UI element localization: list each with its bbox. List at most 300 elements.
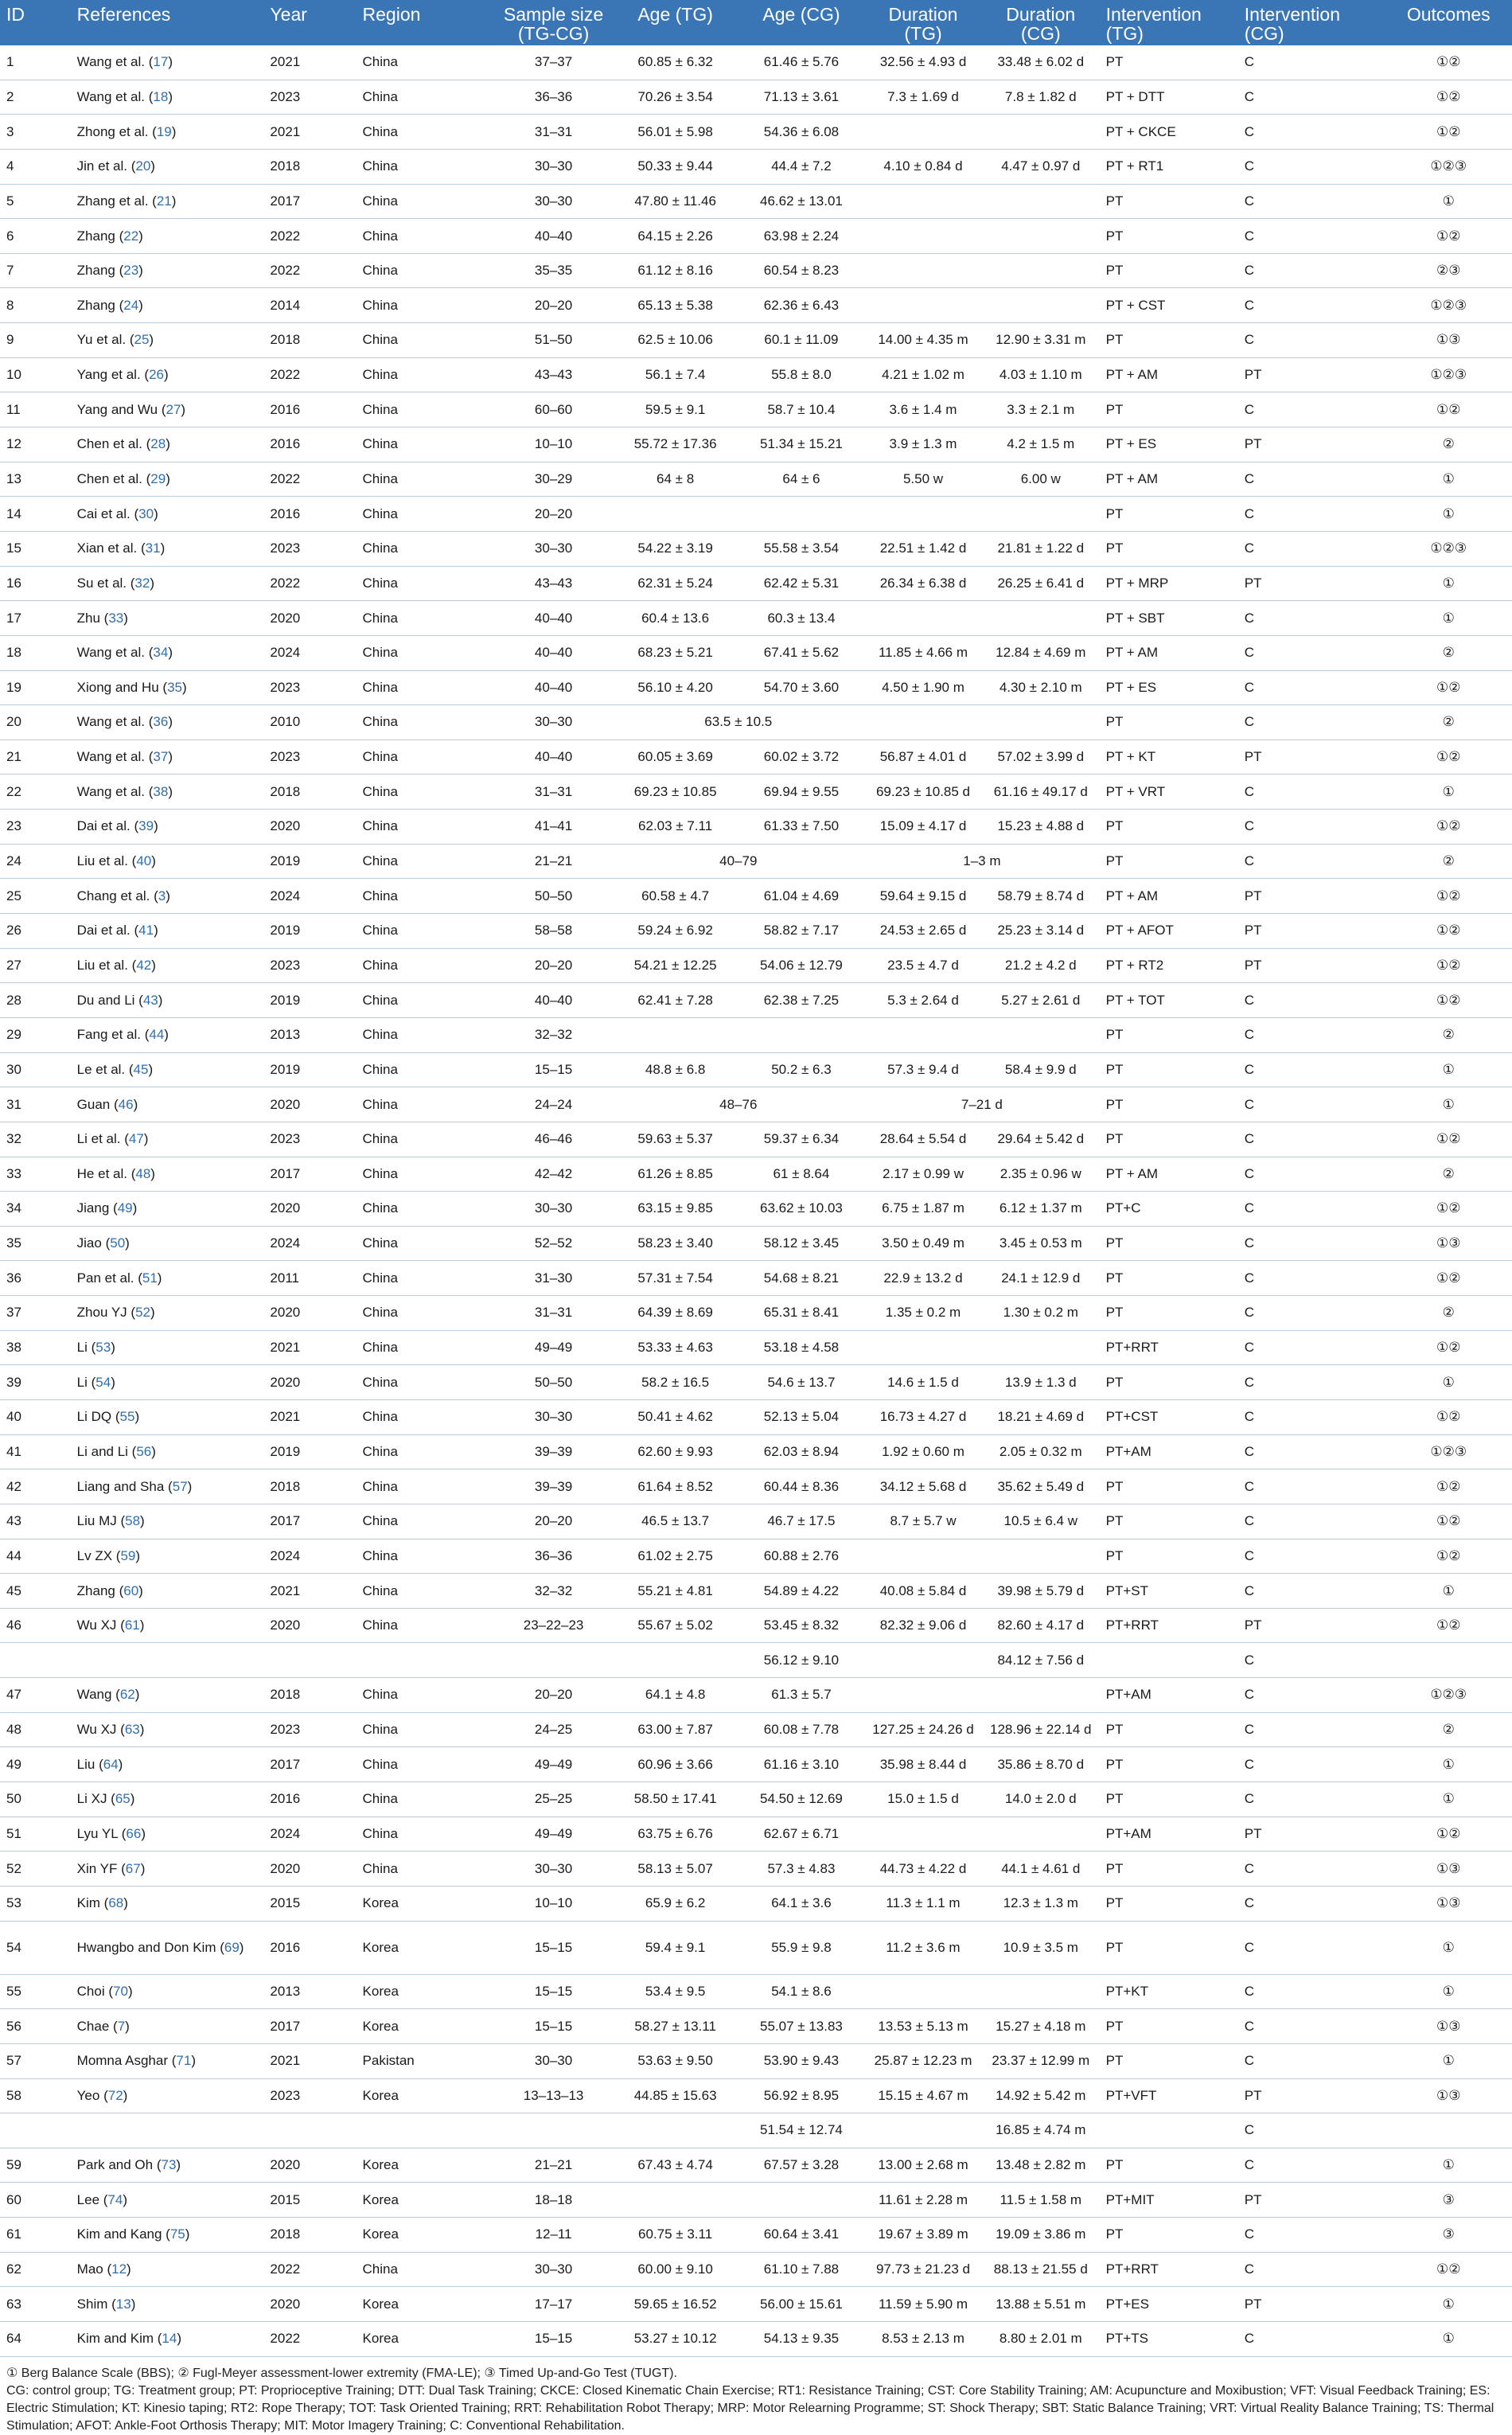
cell-region: China (357, 462, 495, 497)
cell-year: 2024 (263, 1539, 356, 1574)
cell-reference: Zhang (22) (71, 219, 264, 254)
cell-region: China (357, 948, 495, 983)
cell-year: 2024 (263, 635, 356, 670)
citation-link[interactable]: 29 (150, 471, 166, 486)
cell-age-tg: 69.23 ± 10.85 (612, 775, 738, 810)
cell-duration-cg: 8.80 ± 2.01 m (982, 2322, 1100, 2357)
cell-duration-cg: 4.30 ± 2.10 m (982, 670, 1100, 705)
reference-author: Jin et al. (76, 158, 127, 174)
cell-age-cg: 57.3 ± 4.83 (738, 1852, 864, 1887)
cell-id: 19 (0, 670, 71, 705)
cell-reference: Wang et al. (36) (71, 705, 264, 740)
cell-reference: Fang et al. (44) (71, 1017, 264, 1052)
citation-link[interactable]: 33 (108, 610, 124, 626)
cell-region: China (357, 1330, 495, 1365)
table-row (0, 253, 1512, 288)
cell-age-combined: 40–79 (612, 844, 864, 879)
cell-age-tg: 55.21 ± 4.81 (612, 1574, 738, 1609)
cell-intervention-tg: PT+MIT (1100, 2183, 1238, 2218)
cell-reference: Wang et al. (17) (71, 45, 264, 80)
cell-age-tg: 53.63 ± 9.50 (612, 2043, 738, 2078)
citation-link[interactable]: 37 (153, 749, 169, 765)
cell-sample-size: 43–43 (495, 357, 613, 392)
reference-author: Hwangbo and Don Kim (76, 1939, 216, 1955)
cell-reference: Wang et al. (34) (71, 635, 264, 670)
header-id: ID (0, 0, 71, 45)
citation-link[interactable]: 72 (107, 2087, 123, 2103)
cell-intervention-tg: PT (1100, 1747, 1238, 1782)
cell-id: 1 (0, 45, 71, 80)
cell-id: 58 (0, 2078, 71, 2113)
citation-link[interactable]: 30 (138, 505, 154, 521)
citation-link[interactable]: 51 (142, 1270, 158, 1286)
cell-age-tg: 64.1 ± 4.8 (612, 1678, 738, 1713)
cell-region: China (357, 1539, 495, 1574)
cell-age-tg: 65.13 ± 5.38 (612, 288, 738, 323)
cell-duration-cg: 3.45 ± 0.53 m (982, 1226, 1100, 1261)
cell-intervention-tg: PT+TS (1100, 2322, 1238, 2357)
cell-region: China (357, 115, 495, 150)
citation-link[interactable]: 35 (167, 679, 182, 695)
citation-link[interactable]: 19 (156, 123, 172, 139)
cell-year: 2022 (263, 2322, 356, 2357)
cell-intervention-cg: C (1238, 1122, 1385, 1157)
cell-sample-size: 30–30 (495, 705, 613, 740)
reference-author: Yang and Wu (76, 401, 158, 417)
cell-age-tg: 67.43 ± 4.74 (612, 2148, 738, 2183)
table-row (0, 427, 1512, 462)
cell-intervention-tg: PT (1100, 184, 1238, 219)
cell-intervention-cg: C (1238, 184, 1385, 219)
cell-age-cg (738, 1017, 864, 1052)
cell-region: China (357, 1157, 495, 1192)
cell-age-tg: 59.4 ± 9.1 (612, 1921, 738, 1974)
reference-author: Chen et al. (76, 436, 142, 452)
cell-duration-tg (864, 219, 982, 254)
cell-intervention-cg: C (1238, 1157, 1385, 1192)
cell-duration-tg: 23.5 ± 4.7 d (864, 948, 982, 983)
citation-link[interactable]: 23 (123, 263, 139, 279)
cell-reference: Chang et al. (3) (71, 879, 264, 914)
table-row (0, 948, 1512, 983)
cell-region: Korea (357, 2148, 495, 2183)
cell-outcomes: ②③ (1385, 253, 1512, 288)
cell-age-cg: 64.1 ± 3.6 (738, 1886, 864, 1921)
cell-id: 3 (0, 115, 71, 150)
table-row (0, 739, 1512, 775)
reference-author: Zhong et al. (76, 123, 149, 139)
citation-link[interactable]: 49 (117, 1200, 133, 1216)
cell-id: 47 (0, 1678, 71, 1713)
cell-duration-tg (864, 253, 982, 288)
citation-link[interactable]: 13 (115, 2296, 131, 2312)
cell-duration-cg (982, 1539, 1100, 1574)
cell-intervention-tg: PT + AM (1100, 462, 1238, 497)
reference-author: Chen et al. (76, 471, 142, 486)
cell-age-tg: 56.01 ± 5.98 (612, 115, 738, 150)
cell-reference: Park and Oh (73) (71, 2148, 264, 2183)
citation-link[interactable]: 43 (142, 992, 158, 1008)
cell-sample-size: 40–40 (495, 670, 613, 705)
cell-duration-tg: 44.73 ± 4.22 d (864, 1852, 982, 1887)
citation-link[interactable]: 26 (149, 367, 164, 383)
cell-intervention-tg: PT (1100, 2148, 1238, 2183)
cell-outcomes: ①② (1385, 670, 1512, 705)
cell-reference: Wang (62) (71, 1678, 264, 1713)
citation-link[interactable]: 56 (136, 1443, 152, 1459)
cell-reference: Chen et al. (29) (71, 462, 264, 497)
citation-link[interactable]: 18 (153, 88, 169, 104)
cell-reference: Xian et al. (31) (71, 531, 264, 566)
cell-sample-size: 35–35 (495, 253, 613, 288)
citation-link[interactable]: 66 (126, 1825, 142, 1841)
citation-link[interactable]: 46 (118, 1096, 134, 1112)
citation-link[interactable]: 17 (153, 54, 169, 70)
citation-link[interactable]: 63 (124, 1722, 140, 1738)
cell-intervention-tg: PT (1100, 1782, 1238, 1817)
table-row (0, 1122, 1512, 1157)
cell-reference: Du and Li (43) (71, 983, 264, 1018)
cell-duration-cg: 19.09 ± 3.86 m (982, 2218, 1100, 2253)
cell-year: 2021 (263, 45, 356, 80)
cell-reference: Liang and Sha (57) (71, 1469, 264, 1504)
cell-sample-size: 36–36 (495, 80, 613, 115)
cell-age-tg: 61.12 ± 8.16 (612, 253, 738, 288)
cell-reference: Liu et al. (42) (71, 948, 264, 983)
cell-reference: Wu XJ (61) (71, 1608, 264, 1643)
citation-link[interactable]: 73 (161, 2157, 177, 2173)
citation-link[interactable]: 7 (117, 2018, 126, 2034)
table-row (0, 45, 1512, 80)
cell-duration-cg (982, 1017, 1100, 1052)
cell-year: 2011 (263, 1261, 356, 1296)
cell-intervention-cg: C (1238, 80, 1385, 115)
cell-year: 2022 (263, 253, 356, 288)
cell-id: 59 (0, 2148, 71, 2183)
cell-sample-size: 30–30 (495, 2252, 613, 2287)
cell-intervention-cg: C (1238, 323, 1385, 358)
table-row (0, 1974, 1512, 2009)
cell-sample-size: 40–40 (495, 983, 613, 1018)
reference-author: Yu et al. (76, 332, 127, 348)
cell-age-tg: 48.8 ± 6.8 (612, 1052, 738, 1087)
citation-link[interactable]: 24 (123, 297, 139, 313)
cell-age-cg: 56.00 ± 15.61 (738, 2287, 864, 2322)
citation-link[interactable]: 45 (133, 1061, 149, 1077)
cell-age-tg: 60.4 ± 13.6 (612, 601, 738, 636)
cell-age-cg: 63.98 ± 2.24 (738, 219, 864, 254)
cell-id: 54 (0, 1921, 71, 1974)
table-row (0, 1261, 1512, 1296)
citation-link[interactable]: 48 (135, 1165, 151, 1181)
cell-duration-tg (864, 1330, 982, 1365)
citation-link[interactable]: 38 (153, 783, 169, 799)
cell-reference: He et al. (48) (71, 1157, 264, 1192)
cell-reference: Chen et al. (28) (71, 427, 264, 462)
cell-sample-size: 52–52 (495, 1226, 613, 1261)
cell-age-tg: 63.00 ± 7.87 (612, 1712, 738, 1747)
citation-link[interactable]: 14 (162, 2331, 177, 2347)
header-age-cg: Age (CG) (738, 0, 864, 45)
reference-author: Le et al. (76, 1061, 126, 1077)
cell-id: 60 (0, 2183, 71, 2218)
citation-link[interactable]: 32 (134, 575, 150, 591)
cell-intervention-cg: C (1238, 1261, 1385, 1296)
cell-duration-tg: 4.21 ± 1.02 m (864, 357, 982, 392)
cell-duration-cg: 13.48 ± 2.82 m (982, 2148, 1100, 2183)
cell-id: 22 (0, 775, 71, 810)
citation-link[interactable]: 22 (123, 228, 139, 244)
cell-region: China (357, 149, 495, 184)
citation-link[interactable]: 25 (134, 332, 150, 348)
citation-link[interactable]: 3 (158, 888, 166, 903)
citation-link[interactable]: 60 (123, 1582, 139, 1598)
table-body (0, 45, 1512, 2356)
cell-intervention-tg: PT+RRT (1100, 1330, 1238, 1365)
cell-duration-tg (864, 1974, 982, 2009)
cell-year: 2023 (263, 2078, 356, 2113)
citation-link[interactable]: 42 (136, 957, 152, 973)
citation-link[interactable]: 61 (124, 1617, 140, 1633)
cell-region: China (357, 879, 495, 914)
cell-reference: Xin YF (67) (71, 1852, 264, 1887)
cell-intervention-cg: PT (1238, 914, 1385, 949)
citation-link[interactable]: 69 (224, 1939, 240, 1955)
citation-link[interactable]: 28 (150, 436, 166, 452)
table-row (0, 219, 1512, 254)
citation-link[interactable]: 39 (138, 818, 154, 834)
citation-link[interactable]: 27 (166, 401, 181, 417)
cell-age-cg: 62.03 ± 8.94 (738, 1434, 864, 1469)
cell-outcomes: ①② (1385, 879, 1512, 914)
cell-age-cg: 60.02 ± 3.72 (738, 739, 864, 775)
citation-link[interactable]: 67 (125, 1860, 141, 1876)
cell-intervention-tg: PT (1100, 219, 1238, 254)
citation-link[interactable]: 57 (172, 1478, 188, 1494)
cell-age-cg: 61.04 ± 4.69 (738, 879, 864, 914)
cell-age-tg: 44.85 ± 15.63 (612, 2078, 738, 2113)
cell-reference: Wang et al. (37) (71, 739, 264, 775)
cell-region: China (357, 1365, 495, 1400)
cell-year: 2018 (263, 323, 356, 358)
cell-intervention-tg: PT (1100, 323, 1238, 358)
cell-year: 2023 (263, 948, 356, 983)
cell-region: China (357, 635, 495, 670)
citation-link[interactable]: 55 (119, 1409, 135, 1425)
cell-duration-cg: 26.25 ± 6.41 d (982, 566, 1100, 601)
citation-link[interactable]: 62 (119, 1687, 135, 1703)
citation-link[interactable]: 21 (156, 193, 172, 209)
citation-link[interactable]: 12 (111, 2261, 127, 2277)
cell-sample-size: 24–25 (495, 1712, 613, 1747)
cell-intervention-cg: C (1238, 1574, 1385, 1609)
cell-intervention-tg: PT (1100, 705, 1238, 740)
cell-region: China (357, 1226, 495, 1261)
citation-link[interactable]: 50 (110, 1235, 126, 1251)
cell-id: 43 (0, 1504, 71, 1539)
cell-reference: Li and Li (56) (71, 1434, 264, 1469)
cell-id: 44 (0, 1539, 71, 1574)
citation-link[interactable]: 40 (136, 853, 152, 869)
cell-duration-tg: 25.87 ± 12.23 m (864, 2043, 982, 2078)
cell-age-tg: 50.41 ± 4.62 (612, 1399, 738, 1434)
cell-duration-tg: 5.3 ± 2.64 d (864, 983, 982, 1018)
cell-duration-combined: 1–3 m (864, 844, 1100, 879)
cell-year: 2021 (263, 1574, 356, 1609)
citation-link[interactable]: 58 (125, 1513, 141, 1529)
cell-intervention-tg: PT (1100, 1261, 1238, 1296)
cell-age-cg: 60.54 ± 8.23 (738, 253, 864, 288)
citation-link[interactable]: 54 (95, 1374, 111, 1390)
cell-age-cg: 54.06 ± 12.79 (738, 948, 864, 983)
table-row (0, 1678, 1512, 1713)
cell-duration-cg (982, 253, 1100, 288)
citation-link[interactable]: 47 (128, 1131, 144, 1147)
table-row (0, 1052, 1512, 1087)
cell-intervention-cg: C (1238, 2009, 1385, 2044)
cell-intervention-tg: PT+RRT (1100, 2252, 1238, 2287)
table-row (0, 531, 1512, 566)
cell-id: 34 (0, 1192, 71, 1227)
cell-reference: Zhang et al. (21) (71, 184, 264, 219)
citation-link[interactable]: 65 (115, 1791, 131, 1807)
cell-year: 2015 (263, 2183, 356, 2218)
cell-region: China (357, 1261, 495, 1296)
cell-age-cg: 60.3 ± 13.4 (738, 601, 864, 636)
citation-link[interactable]: 59 (120, 1547, 136, 1563)
cell-age-cg: 53.18 ± 4.58 (738, 1330, 864, 1365)
cell-duration-cg: 21.81 ± 1.22 d (982, 531, 1100, 566)
citation-link[interactable]: 20 (135, 158, 151, 174)
citation-link[interactable]: 53 (95, 1340, 111, 1356)
cell-intervention-tg: PT (1100, 1504, 1238, 1539)
citation-link[interactable]: 31 (145, 540, 161, 556)
cell-id: 46 (0, 1608, 71, 1643)
table-row (0, 323, 1512, 358)
cell-sample-size: 31–31 (495, 1296, 613, 1331)
cell-intervention-cg: C (1238, 2113, 1385, 2148)
reference-author: Kim and Kim (76, 2331, 154, 2347)
citation-link[interactable]: 74 (107, 2191, 123, 2207)
cell-outcomes: ①②③ (1385, 357, 1512, 392)
cell-sample-size: 13–13–13 (495, 2078, 613, 2113)
cell-duration-tg: 8.7 ± 5.7 w (864, 1504, 982, 1539)
cell-sample-size: 10–10 (495, 427, 613, 462)
cell-region: China (357, 392, 495, 427)
cell-sample-size: 30–30 (495, 2043, 613, 2078)
cell-age-tg: 53.4 ± 9.5 (612, 1974, 738, 2009)
cell-age-tg: 54.21 ± 12.25 (612, 948, 738, 983)
cell-intervention-tg: PT (1100, 844, 1238, 879)
cell-age-cg: 61 ± 8.64 (738, 1157, 864, 1192)
cell-intervention-tg: PT+AM (1100, 1678, 1238, 1713)
cell-year: 2022 (263, 2252, 356, 2287)
cell-reference: Yu et al. (25) (71, 323, 264, 358)
cell-outcomes: ① (1385, 2043, 1512, 2078)
cell-reference: Zhang (24) (71, 288, 264, 323)
table-row (0, 1539, 1512, 1574)
cell-reference: Lv ZX (59) (71, 1539, 264, 1574)
citation-link[interactable]: 52 (135, 1305, 150, 1321)
cell-age-tg: 61.64 ± 8.52 (612, 1469, 738, 1504)
citation-link[interactable]: 75 (170, 2226, 185, 2242)
cell-duration-tg: 11.59 ± 5.90 m (864, 2287, 982, 2322)
cell-reference: Mao (12) (71, 2252, 264, 2287)
cell-year: 2018 (263, 1678, 356, 1713)
cell-year: 2016 (263, 392, 356, 427)
reference-author: Wang et al. (76, 54, 146, 70)
cell-intervention-cg: C (1238, 601, 1385, 636)
cell-outcomes: ② (1385, 1157, 1512, 1192)
cell-duration-cg: 14.0 ± 2.0 d (982, 1782, 1100, 1817)
citation-link[interactable]: 44 (149, 1027, 165, 1043)
cell-region: Korea (357, 2287, 495, 2322)
cell-sample-size: 21–21 (495, 844, 613, 879)
cell-id: 38 (0, 1330, 71, 1365)
cell-id: 39 (0, 1365, 71, 1400)
cell-duration-cg: 24.1 ± 12.9 d (982, 1261, 1100, 1296)
header-intervention-tg: Intervention (TG) (1100, 0, 1238, 45)
cell-intervention-cg: PT (1238, 2183, 1385, 2218)
cell-outcomes: ② (1385, 635, 1512, 670)
cell-sample-size: 24–24 (495, 1087, 613, 1122)
cell-duration-cg: 7.8 ± 1.82 d (982, 80, 1100, 115)
cell-outcomes: ①② (1385, 739, 1512, 775)
cell-sample-size: 23–22–23 (495, 1608, 613, 1643)
citation-link[interactable]: 70 (113, 1983, 128, 1999)
cell-duration-tg: 1.35 ± 0.2 m (864, 1296, 982, 1331)
citation-link[interactable]: 68 (108, 1895, 124, 1911)
cell-intervention-tg: PT + ES (1100, 427, 1238, 462)
cell-id: 55 (0, 1974, 71, 2009)
citation-link[interactable]: 71 (176, 2053, 192, 2069)
cell-duration-tg: 56.87 ± 4.01 d (864, 739, 982, 775)
table-row (0, 1921, 1512, 1974)
cell-duration-tg: 11.3 ± 1.1 m (864, 1886, 982, 1921)
cell-intervention-cg: C (1238, 497, 1385, 532)
citation-link[interactable]: 64 (103, 1756, 119, 1772)
reference-author: Dai et al. (76, 818, 131, 834)
header-duration-cg: Duration (CG) (982, 0, 1100, 45)
cell-duration-cg: 11.5 ± 1.58 m (982, 2183, 1100, 2218)
cell-age-cg: 51.34 ± 15.21 (738, 427, 864, 462)
cell-region: China (357, 80, 495, 115)
citation-link[interactable]: 41 (138, 923, 154, 938)
cell-region: China (357, 566, 495, 601)
cell-reference: Kim and Kang (75) (71, 2218, 264, 2253)
cell-intervention-tg: PT (1100, 1365, 1238, 1400)
cell-intervention-tg: PT + RT1 (1100, 149, 1238, 184)
cell-reference: Liu MJ (58) (71, 1504, 264, 1539)
cell-region: China (357, 1052, 495, 1087)
cell-sample-size: 39–39 (495, 1434, 613, 1469)
reference-author: Fang et al. (76, 1027, 141, 1043)
reference-author: Mao (76, 2261, 103, 2277)
cell-outcomes: ①② (1385, 1608, 1512, 1643)
reference-author: Zhang et al. (76, 193, 149, 209)
cell-id: 52 (0, 1852, 71, 1887)
cell-age-cg: 67.57 ± 3.28 (738, 2148, 864, 2183)
cell-outcomes: ①③ (1385, 1852, 1512, 1887)
cell-sample-size: 49–49 (495, 1816, 613, 1852)
cell-sample-size: 25–25 (495, 1782, 613, 1817)
cell-duration-tg (864, 1643, 982, 1678)
table-row (0, 914, 1512, 949)
citation-link[interactable]: 36 (153, 714, 169, 730)
cell-reference: Wang et al. (18) (71, 80, 264, 115)
cell-sample-size: 20–20 (495, 948, 613, 983)
citation-link[interactable]: 34 (153, 645, 169, 661)
